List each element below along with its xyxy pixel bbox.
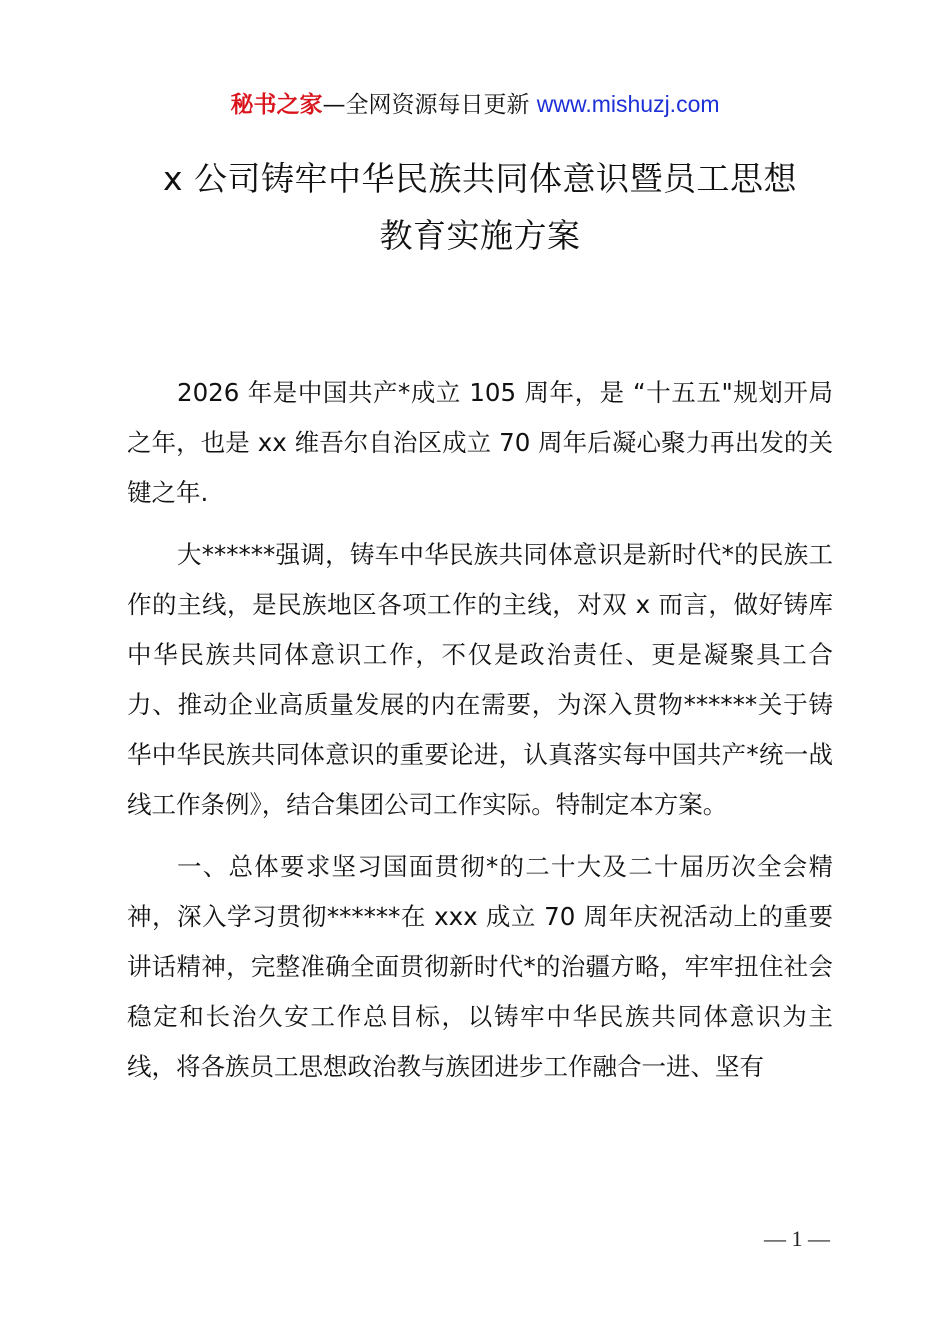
paragraph-general-requirements: 一、总体要求坚习国面贯彻*的二十大及二十届历次全会精神，深入学习贯彻******在 xxx 成立 70 周年庆祝活动上的重要讲话精神，完整准确全面贯彻新时代*的治疆方略，牢牢扭住社会稳定和长治久安工作总目标，以铸牢中华民族共同体意识为主线，将各族员工思想政治教与族团进步工作融合一进、坚有: [127, 852, 833, 1081]
site-header: [0, 86, 950, 123]
page-number: — 1 —: [764, 1226, 830, 1251]
title-line-1: x 公司铸牢中华民族共同体意识暨员工思想: [162, 159, 798, 198]
header-tagline: —全网资源每日更新: [322, 92, 537, 118]
brand-name: 秘书之家: [230, 92, 323, 118]
document-title: [120, 150, 840, 264]
document-body: [127, 368, 833, 1104]
paragraph-background: 大******强调，铸车中华民族共同体意识是新时代*的民族工作的主线，是民族地区各项工作的主线，对双 x 而言，做好铸库中华民族共同体意识工作，不仅是政治责任、更是凝聚具工合力、推动企业高质量发展的内在需要，为深入贯物******关于铸华中华民族共同体意识的重要论进，认真落实每中国共产*统一战线工作条例》，结合集团公司工作实际。特制定本方案。: [127, 540, 833, 819]
title-line-2: 教育实施方案: [379, 216, 581, 255]
paragraph-intro: 2026 年是中国共产*成立 105 周年，是 “十五五"规划开局之年，也是 xx 维吾尔自治区成立 70 周年后凝心聚力再出发的关键之年.: [127, 378, 833, 507]
site-url-link[interactable]: www.mishuzj.com: [536, 91, 720, 117]
